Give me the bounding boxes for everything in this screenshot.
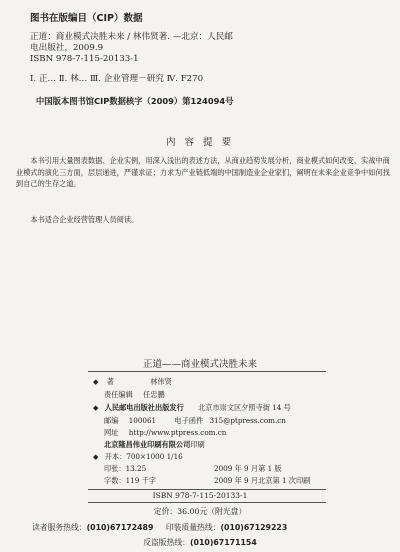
web-label: 网址 [104,428,119,437]
printer-name: 北京隆昌伟业印刷有限公司 [104,440,191,449]
imprint-rule-top [88,371,326,372]
postcode-label: 邮编 [104,416,119,425]
postcode-value: 100061 [128,416,157,425]
quality-hotline-label: 印装质量热线： [165,523,221,532]
imprint-isbn: ISBN 978-7-115-20133-1 [152,491,248,500]
publisher-address: 北京市崇文区夕照寺街 14 号 [198,403,291,412]
format-value: 700×1000 1/16 [126,452,183,461]
cip-line-1: 正道：商业模式决胜未来 / 林伟贤著. —北京：人民邮 [30,32,233,42]
piracy-hotline-label: 反盗版热线： [143,538,190,547]
format-row [93,452,183,462]
cip-line-2: 电出版社，2009.9 [30,43,104,53]
email-label: 电子函件 [174,416,204,425]
printer-row [104,440,205,450]
imprint-rule-isbn-bottom [88,502,326,503]
sheets-label: 印张： [104,464,126,473]
words-value: 119 千字 [125,476,156,485]
summary-paragraph-1: 本书引用大量图表数据、企业实例，用深入浅出的表述方法，从商业趋势发展分析，商业模式如何改变，实战中商业模式的演化三方面，层层递进，严谨求证；力求为产业链低端的中国制造业企业家们，阐明在未来企业竞争中如何找到自己的生存之道。 [16,156,390,188]
cip-record-number: 中国版本图书馆CIP数据核字（2009）第124094号 [36,96,234,106]
piracy-hotline-number: (010)67171154 [189,538,257,547]
cip-classification: Ⅰ. 正… Ⅱ. 林… Ⅲ. 企业管理－研究 Ⅳ. F270 [30,74,204,84]
email-value[interactable]: 315@ptpress.com.cn [209,416,286,425]
edition-text: 2009 年 9 月第 1 版 [214,464,282,473]
imprint-price: 定价：36.00元（附光盘） [153,507,247,516]
sheets-row [104,464,146,474]
editor-row [104,390,165,400]
printer-suffix: 印刷 [190,440,205,449]
piracy-row [0,537,400,548]
cip-isbn: ISBN 978-7-115-20133-1 [30,54,139,64]
publisher-name: 人民邮电出版社出版发行 [104,403,184,412]
summary-paragraph-2: 本书适合企业经营管理人员阅读。 [30,215,139,224]
sheets-value: 13.25 [125,464,147,473]
cip-title: 图书在版编目（CIP）数据 [30,13,143,24]
hotline-row [32,522,287,533]
service-hotline-label: 读者服务热线： [32,523,87,532]
author-row [93,377,172,387]
printing-text: 2009 年 9 月北京第 1 次印刷 [214,476,311,485]
service-hotline-number: (010)67172489 [86,523,154,532]
web-value[interactable]: http://www.ptpress.com.cn [128,428,227,437]
diamond-bullet-icon: ◆ [93,378,99,386]
quality-hotline-number: (010)67129223 [220,523,288,532]
publisher-row [93,403,291,413]
summary-heading: 内 容 提 要 [165,137,235,148]
editor-name: 任忠鹏 [143,390,165,399]
postcode-row [104,416,286,426]
words-row [104,476,156,486]
diamond-bullet-icon: ◆ [93,404,99,412]
author-name: 林伟贤 [150,377,172,386]
diamond-bullet-icon: ◆ [93,453,99,461]
imprint-book-title: 正道——商业模式决胜未来 [142,359,257,370]
author-label: 著 [106,377,114,386]
editor-label: 责任编辑 [104,390,133,399]
imprint-rule-isbn-top [88,489,326,490]
format-label: 开本： [104,452,127,461]
web-row [104,428,226,438]
words-label: 字数： [104,476,126,485]
